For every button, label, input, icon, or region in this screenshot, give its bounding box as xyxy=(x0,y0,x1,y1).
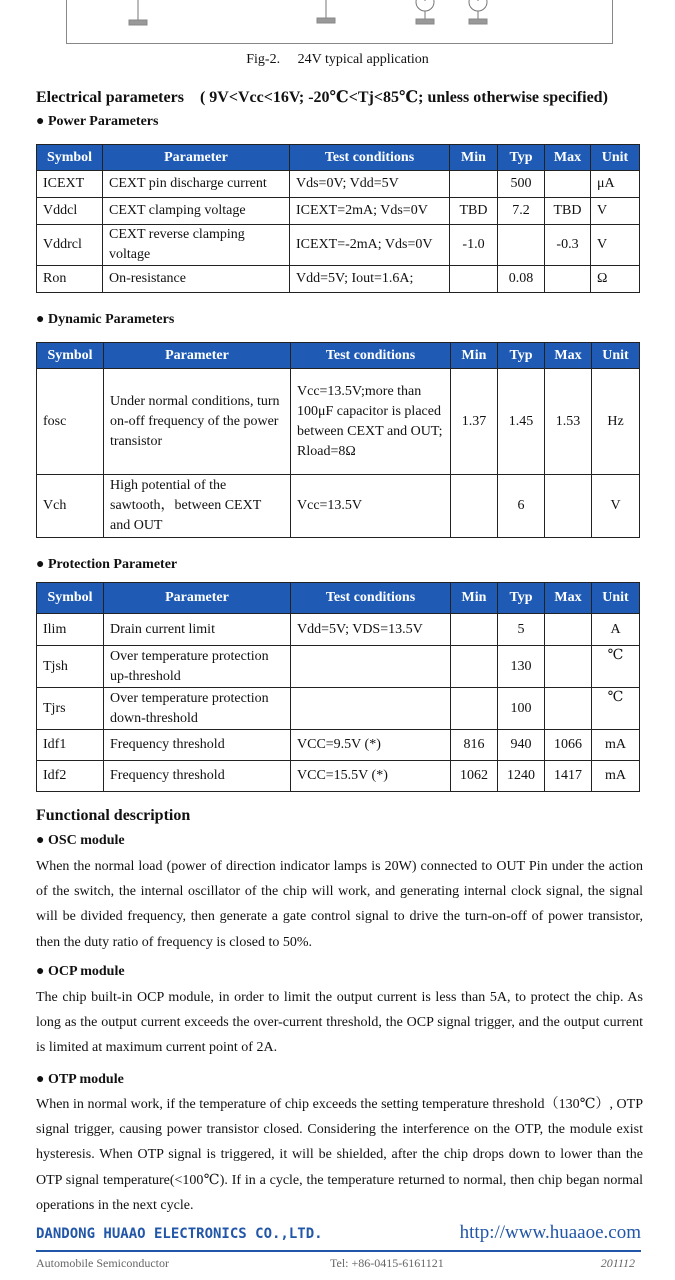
table-cell-symbol: Ron xyxy=(37,266,103,293)
table-row xyxy=(37,614,640,646)
circuit-figure-fragment xyxy=(67,0,612,43)
table-cell-test-conditions: ICEXT=2mA; Vds=0V xyxy=(290,198,450,225)
ocp-module-text: The chip built-in OCP module, in order to limit the output current is less than 5A, to protect the chip. As long as the output current exceeds the over-current threshold, the OCP signal trigger, and the output current is limited at maximum current point of 2A. xyxy=(36,990,643,1056)
table-cell-min: -1.0 xyxy=(450,225,498,266)
table-row xyxy=(37,475,640,538)
ocp-module-heading: ● OCP module xyxy=(36,964,125,979)
table-row xyxy=(37,369,640,475)
table-cell-test-conditions xyxy=(291,646,451,688)
table-cell-unit: V xyxy=(592,475,640,538)
table-cell-unit: ℃ xyxy=(592,688,640,730)
table-cell-parameter: Over temperature protection up-threshold xyxy=(104,646,291,688)
table-row xyxy=(37,730,640,761)
osc-module-text: When the normal load (power of direction indicator lamps is 20W) connected to OUT Pin under the action of the switch, the internal oscillator of the chip will work, and generating internal clock signal, the signal will be divided frequency, then generate a gate control signal to drive the turn-on-off of power transistor, then the duty ratio of frequency is closed to 50%. xyxy=(36,859,643,950)
column-header: Max xyxy=(545,583,592,614)
table-cell-symbol: Vddcl xyxy=(37,198,103,225)
column-header: Min xyxy=(451,583,498,614)
column-header: Test conditions xyxy=(290,145,450,171)
table-cell-parameter: Over temperature protection down-threshold xyxy=(104,688,291,730)
table-cell-typ: 130 xyxy=(498,646,545,688)
electrical-title: Electrical parameters xyxy=(36,89,184,106)
column-header: Unit xyxy=(591,145,640,171)
table-cell-parameter: Under normal conditions, turn on-off frequency of the power transistor xyxy=(104,369,291,475)
dynamic-parameters-table xyxy=(36,342,640,538)
table-cell-unit: μA xyxy=(591,171,640,198)
table-cell-test-conditions: Vdd=5V; Iout=1.6A; xyxy=(290,266,450,293)
table-cell-min: 1062 xyxy=(451,761,498,792)
table-cell-typ: 6 xyxy=(498,475,545,538)
column-header: Typ xyxy=(498,583,545,614)
column-header: Min xyxy=(450,145,498,171)
table-cell-symbol: Vch xyxy=(37,475,104,538)
table-header-row xyxy=(37,583,640,614)
table-cell-unit: mA xyxy=(592,761,640,792)
table-cell-parameter: CEXT pin discharge current xyxy=(103,171,290,198)
table-cell-min: 1.37 xyxy=(451,369,498,475)
table-cell-max: 1066 xyxy=(545,730,592,761)
table-cell-typ: 100 xyxy=(498,688,545,730)
protection-parameters-table xyxy=(36,582,640,792)
table-cell-symbol: Ilim xyxy=(37,614,104,646)
electrical-parameters-heading xyxy=(36,87,608,107)
table-cell-typ: 7.2 xyxy=(498,198,545,225)
table-cell-unit: A xyxy=(592,614,640,646)
column-header: Symbol xyxy=(37,343,104,369)
table-cell-max xyxy=(545,646,592,688)
footer-divider xyxy=(36,1250,641,1252)
table-cell-typ xyxy=(498,225,545,266)
table-cell-max xyxy=(545,688,592,730)
table-cell-parameter: Frequency threshold xyxy=(104,730,291,761)
table-cell-max xyxy=(545,475,592,538)
column-header: Min xyxy=(451,343,498,369)
table-cell-typ: 940 xyxy=(498,730,545,761)
table-cell-min xyxy=(450,266,498,293)
table-cell-unit: mA xyxy=(592,730,640,761)
table-cell-min xyxy=(451,646,498,688)
table-cell-typ: 5 xyxy=(498,614,545,646)
footer-telephone: Tel: +86-0415-6161121 xyxy=(330,1256,444,1270)
table-cell-test-conditions: VCC=15.5V (*) xyxy=(291,761,451,792)
column-header: Symbol xyxy=(37,145,103,171)
table-cell-typ: 0.08 xyxy=(498,266,545,293)
column-header: Typ xyxy=(498,145,545,171)
column-header: Unit xyxy=(592,343,640,369)
power-parameters-table xyxy=(36,144,640,293)
table-cell-min xyxy=(450,171,498,198)
table-cell-symbol: Idf1 xyxy=(37,730,104,761)
dynamic-parameters-heading: ● Dynamic Parameters xyxy=(36,312,175,327)
table-header-row xyxy=(37,343,640,369)
table-cell-test-conditions: ICEXT=-2mA; Vds=0V xyxy=(290,225,450,266)
footer-website-link[interactable]: http://www.huaaoe.com xyxy=(459,1222,641,1243)
table-cell-typ: 1.45 xyxy=(498,369,545,475)
column-header: Test conditions xyxy=(291,343,451,369)
figure-caption-text: 24V typical application xyxy=(297,52,429,67)
table-cell-test-conditions xyxy=(291,688,451,730)
table-cell-min xyxy=(451,614,498,646)
table-cell-parameter: On-resistance xyxy=(103,266,290,293)
table-cell-max: TBD xyxy=(545,198,591,225)
table-cell-parameter: CEXT reverse clamping voltage xyxy=(103,225,290,266)
table-cell-max: 1.53 xyxy=(545,369,592,475)
table-row xyxy=(37,198,640,225)
table-cell-max xyxy=(545,171,591,198)
table-cell-test-conditions: Vcc=13.5V xyxy=(291,475,451,538)
protection-parameters-heading: ● Protection Parameter xyxy=(36,557,178,572)
table-row xyxy=(37,761,640,792)
application-figure-frame xyxy=(66,0,613,44)
table-cell-symbol: ICEXT xyxy=(37,171,103,198)
table-cell-max xyxy=(545,614,592,646)
column-header: Unit xyxy=(592,583,640,614)
table-cell-parameter: High potential of the sawtooth，between CEXT and OUT xyxy=(104,475,291,538)
table-cell-unit: V xyxy=(591,225,640,266)
table-cell-symbol: Vddrcl xyxy=(37,225,103,266)
column-header: Test conditions xyxy=(291,583,451,614)
table-cell-test-conditions: Vcc=13.5V;more than 100μF capacitor is placed between CEXT and OUT; Rload=8Ω xyxy=(291,369,451,475)
otp-module-heading: ● OTP module xyxy=(36,1072,124,1087)
table-cell-min: TBD xyxy=(450,198,498,225)
figure-caption xyxy=(0,52,675,68)
otp-module-text: When in normal work, if the temperature of chip exceeds the setting temperature threshold（130℃）, OTP signal trigger, causing power transistor closed. Considering the interference on the OTP, the module exist hysteresis. When OTP signal is triggered, it will be shielded, after the chip drops down to lower than the OTP signal temperature(<100℃). If in a cycle, the temperature returned to normal, then chip began normal operations in the next cycle. xyxy=(36,1097,643,1213)
functional-description-heading: Functional description xyxy=(36,807,191,824)
table-cell-parameter: CEXT clamping voltage xyxy=(103,198,290,225)
table-cell-symbol: Tjsh xyxy=(37,646,104,688)
column-header: Parameter xyxy=(104,583,291,614)
table-cell-max xyxy=(545,266,591,293)
figure-caption-number: Fig-2. xyxy=(246,52,281,67)
footer-category: Automobile Semiconductor xyxy=(36,1256,169,1270)
table-cell-parameter: Drain current limit xyxy=(104,614,291,646)
table-cell-symbol: Tjrs xyxy=(37,688,104,730)
table-cell-test-conditions: VCC=9.5V (*) xyxy=(291,730,451,761)
table-cell-min: 816 xyxy=(451,730,498,761)
table-header-row xyxy=(37,145,640,171)
table-cell-test-conditions: Vdd=5V; VDS=13.5V xyxy=(291,614,451,646)
column-header: Typ xyxy=(498,343,545,369)
table-cell-min xyxy=(451,475,498,538)
table-cell-min xyxy=(451,688,498,730)
power-parameters-heading: ● Power Parameters xyxy=(36,114,159,129)
table-row xyxy=(37,266,640,293)
table-cell-unit: Hz xyxy=(592,369,640,475)
table-cell-unit: ℃ xyxy=(592,646,640,688)
table-row xyxy=(37,646,640,688)
table-row xyxy=(37,171,640,198)
table-row xyxy=(37,225,640,266)
table-cell-symbol: Idf2 xyxy=(37,761,104,792)
column-header: Parameter xyxy=(103,145,290,171)
osc-module-heading: ● OSC module xyxy=(36,833,125,848)
table-cell-typ: 1240 xyxy=(498,761,545,792)
column-header: Max xyxy=(545,145,591,171)
column-header: Max xyxy=(545,343,592,369)
table-cell-symbol: fosc xyxy=(37,369,104,475)
table-cell-test-conditions: Vds=0V; Vdd=5V xyxy=(290,171,450,198)
table-cell-typ: 500 xyxy=(498,171,545,198)
column-header: Symbol xyxy=(37,583,104,614)
table-cell-unit: Ω xyxy=(591,266,640,293)
table-cell-parameter: Frequency threshold xyxy=(104,761,291,792)
column-header: Parameter xyxy=(104,343,291,369)
table-cell-unit: V xyxy=(591,198,640,225)
table-cell-max: 1417 xyxy=(545,761,592,792)
footer-company-name: DANDONG HUAAO ELECTRONICS CO.,LTD. xyxy=(36,1226,323,1242)
table-row xyxy=(37,688,640,730)
table-cell-max: -0.3 xyxy=(545,225,591,266)
electrical-conditions: ( 9V<Vcc<16V; -20℃<Tj<85℃; unless otherwise specified) xyxy=(199,89,608,106)
footer-document-code: 201112 xyxy=(600,1256,635,1270)
